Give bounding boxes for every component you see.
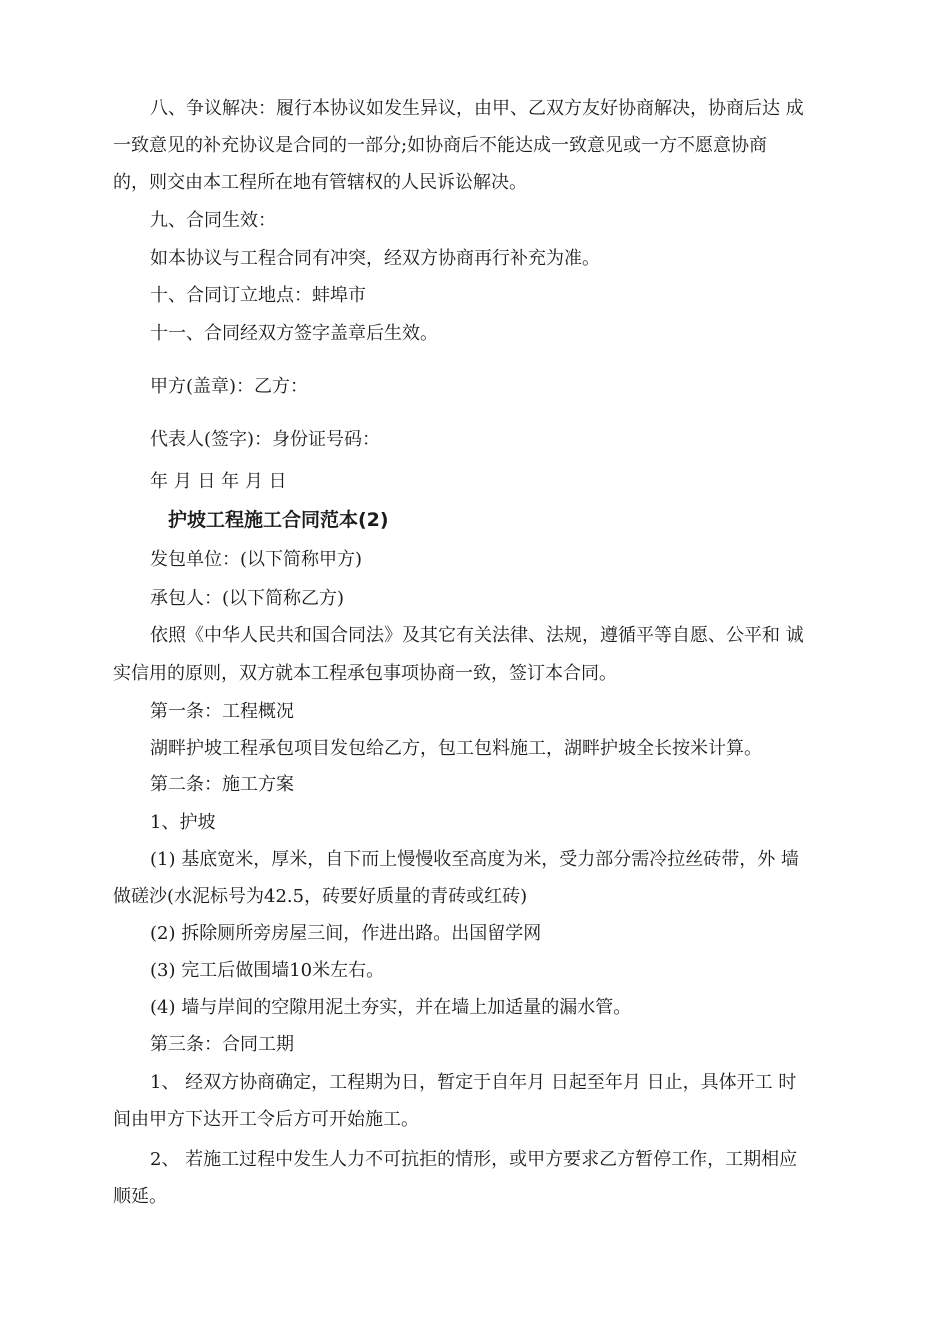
- article-3-heading: 第三条：合同工期: [150, 1034, 294, 1055]
- clause-8-line-3: 的，则交由本工程所在地有管辖权的人民诉讼解决。: [113, 172, 527, 193]
- item-1-3: (3) 完工后做围墙10米左右。: [150, 960, 385, 981]
- article-3-item-1-line-1: 1、 经双方协商确定，工程期为日，暂定于自年月 日起至年月 日止，具体开工 时: [150, 1072, 797, 1093]
- contractor-line: 承包人：(以下简称乙方): [150, 588, 345, 609]
- clause-8-line-1: 八、争议解决：履行本协议如发生异议，由甲、乙双方友好协商解决，协商后达 成: [150, 98, 804, 119]
- preamble-line-1: 依照《中华人民共和国合同法》及其它有关法律、法规，遵循平等自愿、公平和 诚: [150, 625, 804, 646]
- item-1-heading: 1、护坡: [150, 812, 216, 833]
- section-title: 护坡工程施工合同范本(2): [168, 509, 389, 531]
- article-1-heading: 第一条：工程概况: [150, 701, 294, 722]
- clause-9-heading: 九、合同生效：: [150, 210, 276, 231]
- signature-representative-line: 代表人(签字)：身份证号码：: [150, 429, 381, 450]
- article-3-item-1-line-2: 间由甲方下达开工令后方可开始施工。: [113, 1109, 419, 1130]
- clause-11: 十一、合同经双方签字盖章后生效。: [150, 323, 438, 344]
- article-3-item-2-line-1: 2、 若施工过程中发生人力不可抗拒的情形，或甲方要求乙方暂停工作，工期相应: [150, 1149, 798, 1170]
- signature-party-line: 甲方(盖章)：乙方：: [150, 376, 309, 397]
- item-1-4: (4) 墙与岸间的空隙用泥土夯实，并在墙上加适量的漏水管。: [150, 997, 632, 1018]
- signature-date-line: 年 月 日 年 月 日: [150, 471, 287, 492]
- article-2-heading: 第二条：施工方案: [150, 774, 294, 795]
- preamble-line-2: 实信用的原则，双方就本工程承包事项协商一致，签订本合同。: [113, 663, 617, 684]
- employer-line: 发包单位：(以下简称甲方): [150, 549, 363, 570]
- article-1-text: 湖畔护坡工程承包项目发包给乙方，包工包料施工，湖畔护坡全长按米计算。: [150, 738, 762, 759]
- clause-10: 十、合同订立地点：蚌埠市: [150, 285, 366, 306]
- item-1-1-line-2: 做磋沙(水泥标号为42.5，砖要好质量的青砖或红砖): [113, 886, 528, 907]
- clause-8-line-2: 一致意见的补充协议是合同的一部分;如协商后不能达成一致意见或一方不愿意协商: [113, 135, 768, 156]
- item-1-1-line-1: (1) 基底宽米，厚米，自下而上慢慢收至高度为米，受力部分需冷拉丝砖带，外 墙: [150, 849, 799, 870]
- clause-9-text: 如本协议与工程合同有冲突，经双方协商再行补充为准。: [150, 248, 600, 269]
- item-1-2: (2) 拆除厕所旁房屋三间，作进出路。出国留学网: [150, 923, 542, 944]
- article-3-item-2-line-2: 顺延。: [113, 1186, 167, 1207]
